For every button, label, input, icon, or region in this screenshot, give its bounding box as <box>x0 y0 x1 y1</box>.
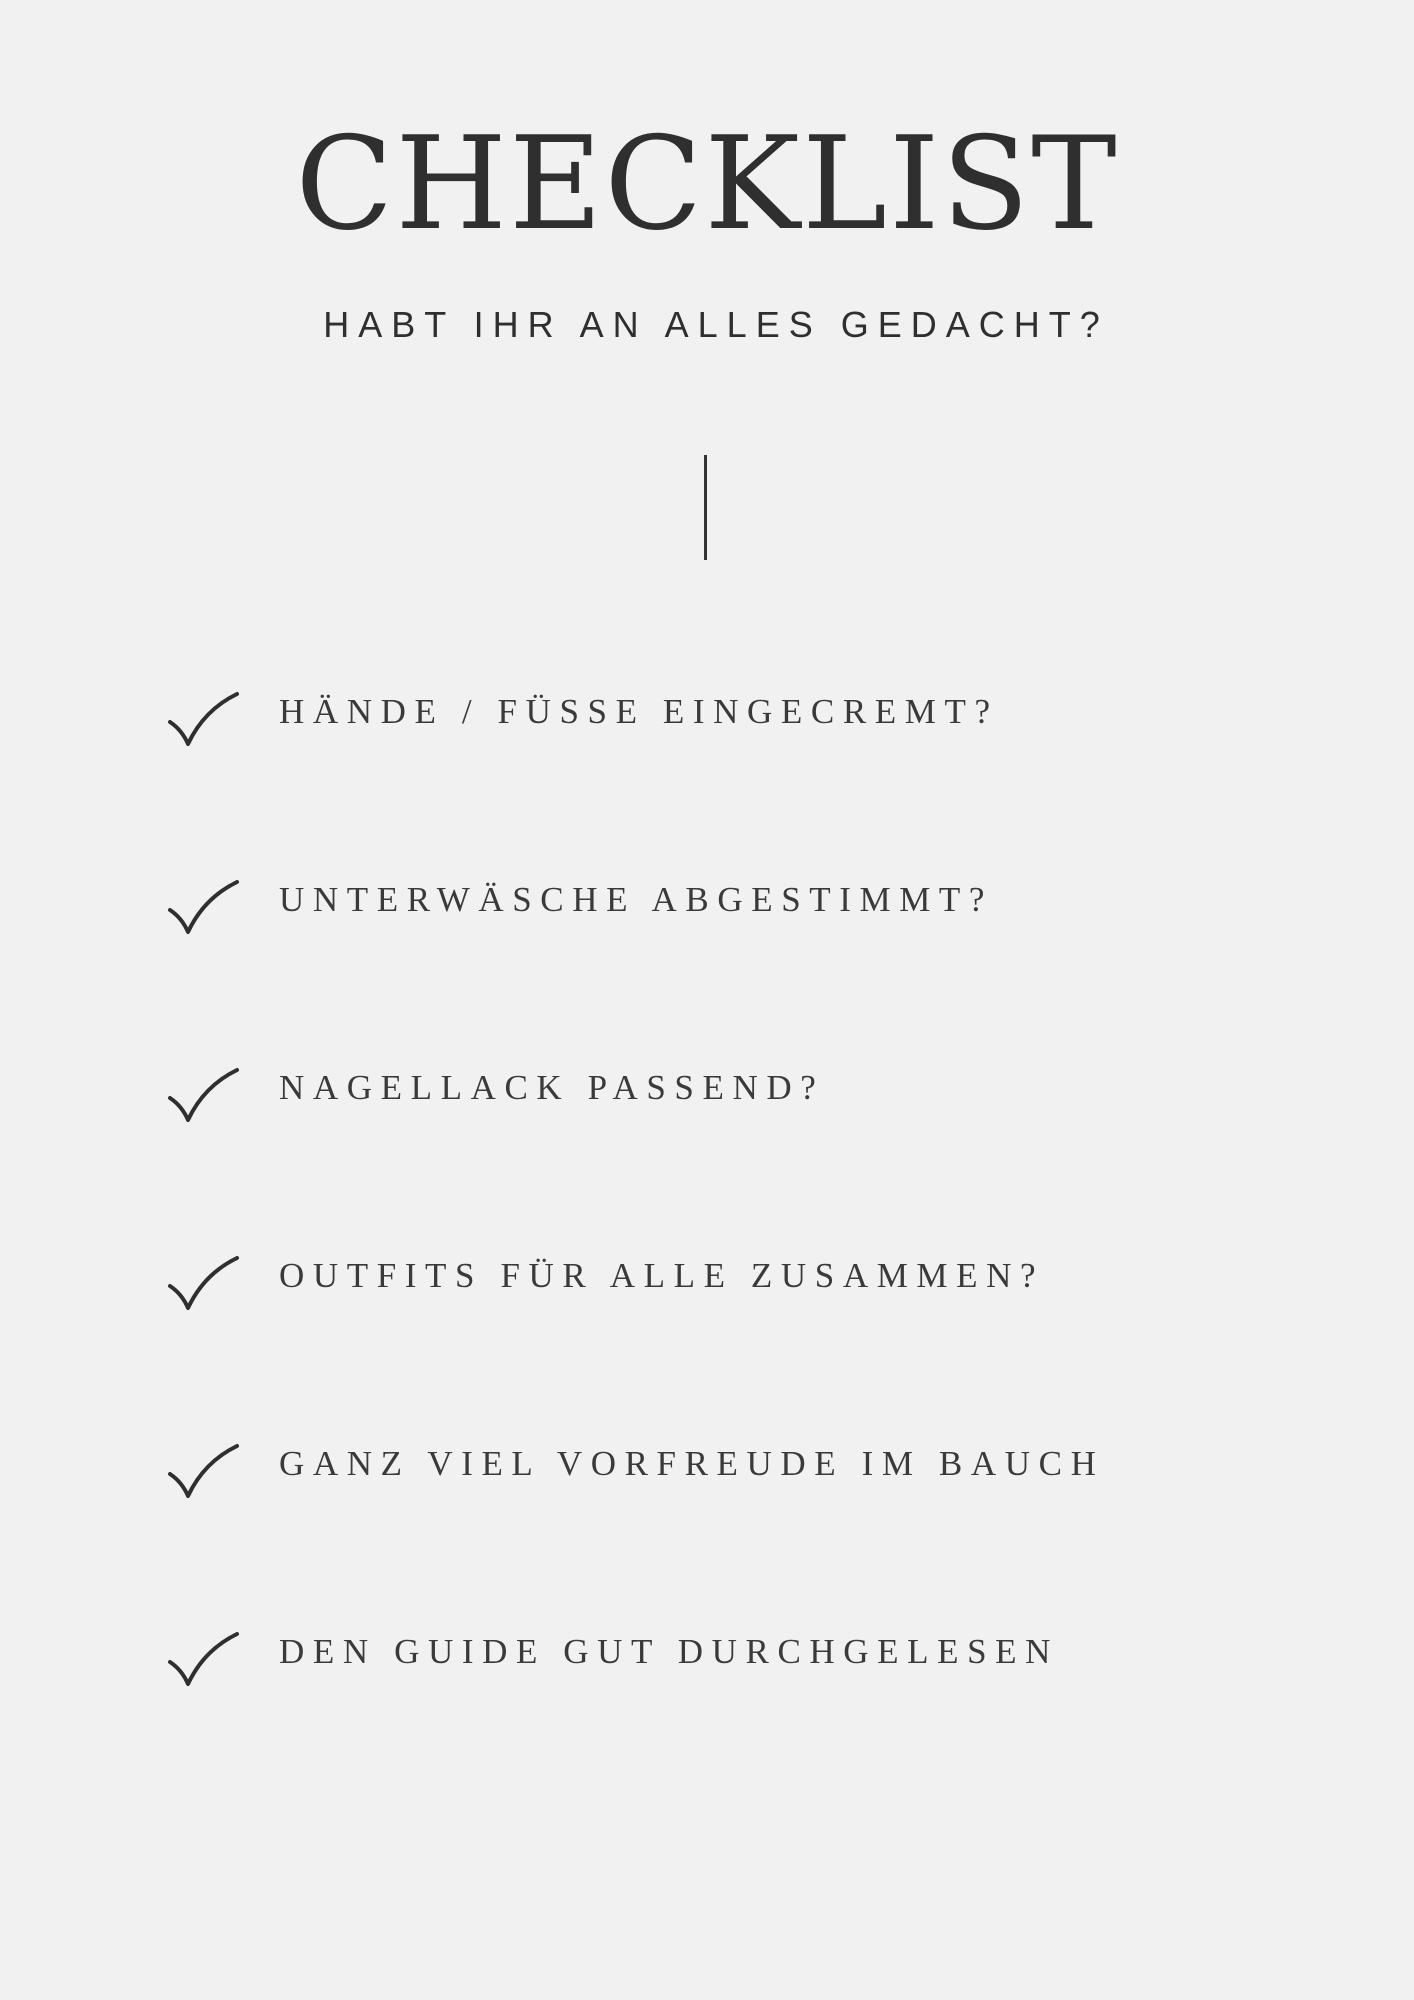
checkmark-icon <box>168 1254 240 1314</box>
checklist-item <box>168 878 1318 958</box>
checklist-item-label: GANZ VIEL VORFREUDE IM BAUCH <box>279 1444 1105 1483</box>
checkmark-icon <box>168 1442 240 1502</box>
checklist-item-label: UNTERWÄSCHE ABGESTIMMT? <box>279 880 994 919</box>
checkmark-icon <box>168 878 240 938</box>
checklist-item <box>168 1066 1318 1146</box>
checklist-item <box>168 690 1318 770</box>
checklist-item <box>168 1254 1318 1334</box>
checkmark-icon <box>168 1066 240 1126</box>
checkmark-icon <box>168 690 240 750</box>
checklist-item-label: HÄNDE / FÜSSE EINGECREMT? <box>279 692 999 731</box>
checkmark-icon <box>168 1630 240 1690</box>
page-subtitle: HABT IHR AN ALLES GEDACHT? <box>323 304 1109 345</box>
page-title: CHECKLIST <box>295 110 1119 259</box>
checklist-item-label: NAGELLACK PASSEND? <box>279 1068 825 1107</box>
checklist-item-label: DEN GUIDE GUT DURCHGELESEN <box>279 1632 1059 1671</box>
checklist-item-label: OUTFITS FÜR ALLE ZUSAMMEN? <box>279 1256 1045 1295</box>
checklist-item <box>168 1630 1318 1710</box>
checklist-item <box>168 1442 1318 1522</box>
